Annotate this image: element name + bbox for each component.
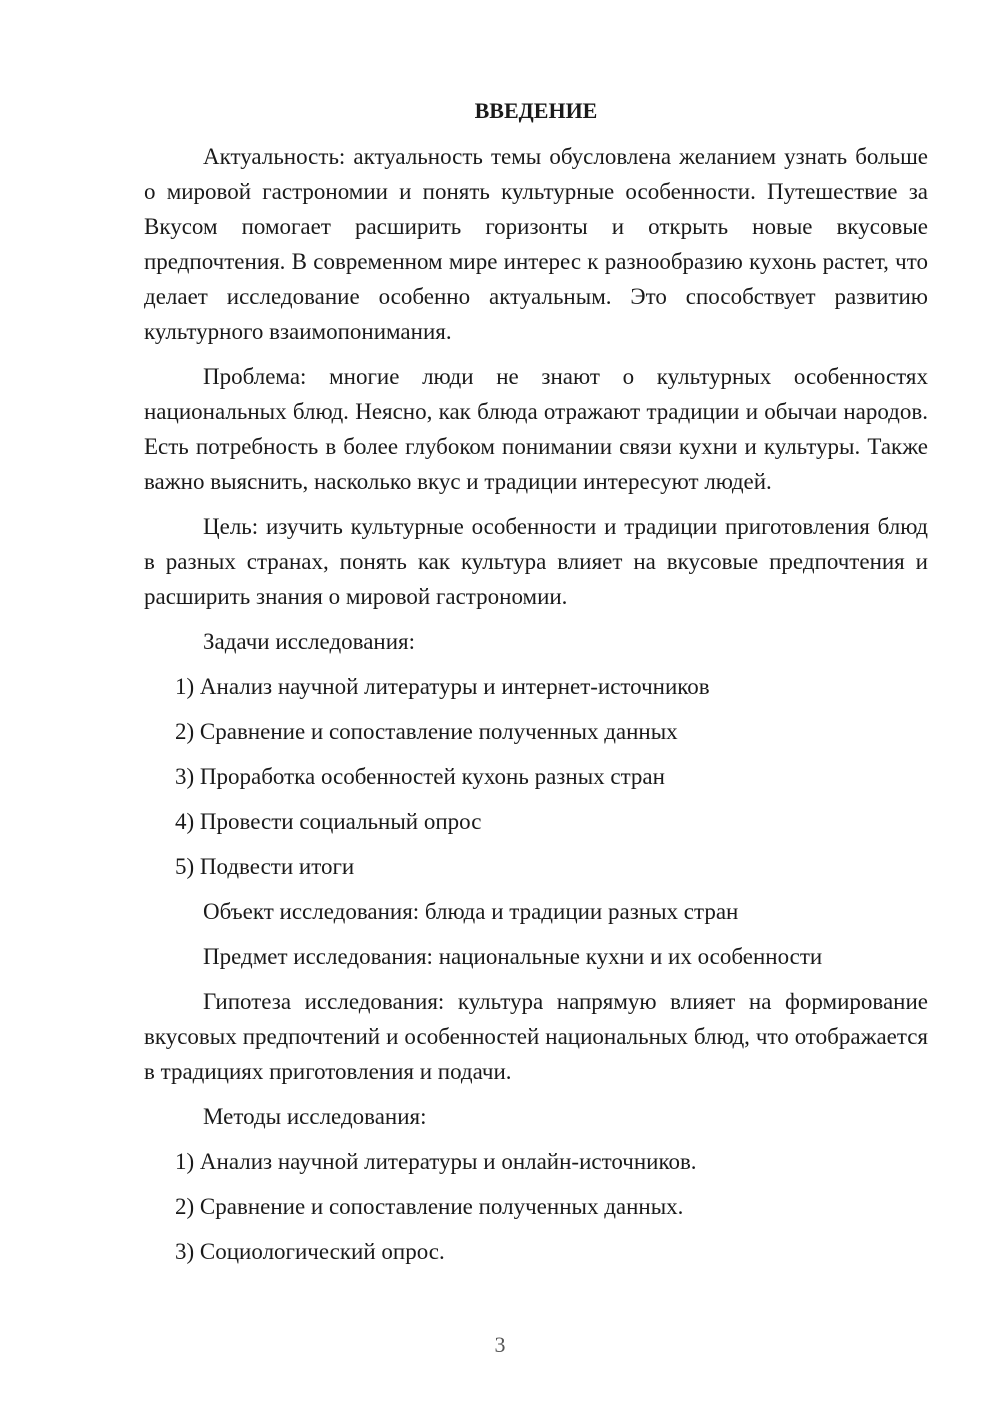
method-item: 1) Анализ научной литературы и онлайн-источников. xyxy=(175,1149,697,1174)
method-item: 3) Социологический опрос. xyxy=(175,1239,445,1264)
page-number: 3 xyxy=(494,1332,506,1357)
task-item: 4) Провести социальный опрос xyxy=(175,809,482,834)
task-item: 1) Анализ научной литературы и интернет-источников xyxy=(175,674,710,699)
research-subject: Предмет исследования: национальные кухни и их особенности xyxy=(203,944,823,969)
method-item: 2) Сравнение и сопоставление полученных данных. xyxy=(175,1194,684,1219)
task-item: 3) Проработка особенностей кухонь разных стран xyxy=(175,764,665,789)
tasks-heading: Задачи исследования: xyxy=(203,629,416,654)
task-item: 2) Сравнение и сопоставление полученных данных xyxy=(175,719,678,744)
goal-paragraph: Цель: изучить культурные особенности и традиции приготовления блюд в разных странах, понять как культура влияет на вкусовые предпочтения и расширить знания о мировой гастрономии. xyxy=(144,514,928,609)
section-title: ВВЕДЕНИЕ xyxy=(474,98,598,123)
document-page xyxy=(144,96,928,1279)
research-object: Объект исследования: блюда и традиции разных стран xyxy=(203,899,739,924)
task-item: 5) Подвести итоги xyxy=(175,854,355,879)
methods-heading: Методы исследования: xyxy=(203,1104,427,1129)
problem-paragraph: Проблема: многие люди не знают о культурных особенностях национальных блюд. Неясно, как блюда отражают традиции и обычаи народов. Есть потребность в более глубоком понимании связи кухни и культуры. Также важно выяснить, насколько вкус и традиции интересуют людей. xyxy=(144,364,928,494)
hypothesis-paragraph: Гипотеза исследования: культура напрямую влияет на формирование вкусовых предпочтений и особенностей национальных блюд, что отображается в традициях приготовления и подачи. xyxy=(144,989,928,1084)
relevance-paragraph: Актуальность: актуальность темы обусловлена желанием узнать больше о мировой гастрономии и понять культурные особенности. Путешествие за Вкусом помогает расширить горизонты и открыть новые вкусовые предпочтения. В современном мире интерес к разнообразию кухонь растет, что делает исследование особенно актуальным. Это способствует развитию культурного взаимопонимания. xyxy=(144,144,928,344)
